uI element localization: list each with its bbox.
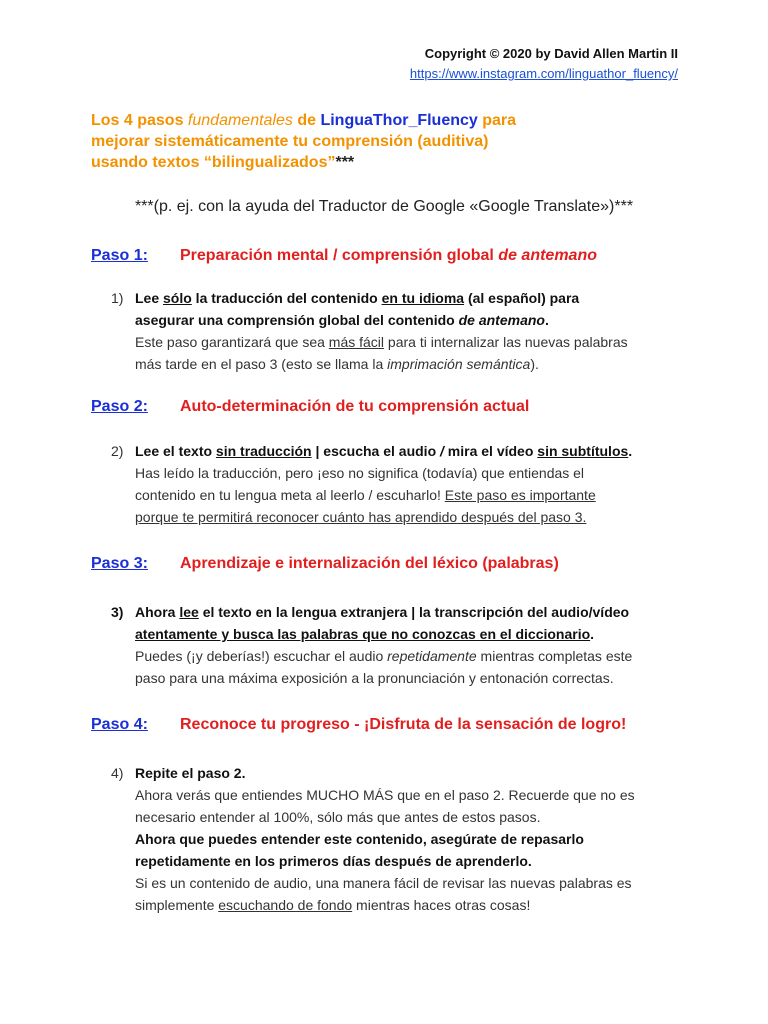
list-number: 2) [111,443,124,459]
title-part: para [477,112,517,129]
text: sólo [163,290,192,306]
step-title [180,247,597,264]
text: sin traducción [215,443,312,459]
list-number: 3) [111,604,124,620]
list-item-body [135,601,681,689]
text: mira el vídeo [443,443,538,459]
text: en tu idioma [381,290,465,306]
title-stars: *** [335,154,355,171]
text: la traducción del contenido [191,290,382,306]
text: paso para una máxima exposición a la pronunciación y entonación correctas. [135,670,614,686]
step-title-text: de antemano [498,247,597,264]
text: ). [530,356,539,372]
text: Ahora [135,604,180,620]
text: lee [179,604,199,620]
text: Ahora que puedes entender este contenido, asegúrate de repasarlo [135,831,584,847]
text: imprimación semántica [387,356,531,372]
list-item-body [135,287,681,375]
text: Repite el paso 2. [135,765,246,781]
title-line-2: mejorar sistemáticamente tu comprensión (auditiva) [91,133,489,150]
text: más tarde en el paso 3 (esto se llama la [135,356,388,372]
text: Lee [135,290,164,306]
text: escuchando de fondo [218,897,353,913]
copyright-line: Copyright © 2020 by David Allen Martin II [424,46,678,61]
title-part: Los 4 pasos [91,112,188,129]
text: (al español) para [464,290,580,306]
text: simplemente [135,897,219,913]
step-label: Paso 3: [91,555,148,572]
list-item-body [135,440,681,528]
text: . [628,443,633,459]
text: necesario entender al 100%, sólo más que antes de estos pasos. [135,809,541,825]
text: Ahora verás que entiendes MUCHO MÁS que en el paso 2. Recuerde que no es [135,787,635,803]
google-translate-note: ***(p. ej. con la ayuda del Traductor de Google «Google Translate»)*** [134,198,634,215]
step-label: Paso 2: [91,398,148,415]
step-label: Paso 1: [91,247,148,264]
title-part: usando textos “bilingualizados” [91,154,336,171]
text: mientras completas este [476,648,633,664]
text: para ti internalizar las nuevas palabras [384,334,628,350]
list-number: 1) [111,290,124,306]
text: atentamente y busca las palabras que no conozcas en el diccionario [135,626,591,642]
step-2-heading [91,397,529,417]
text: . [544,312,549,328]
instagram-link[interactable]: https://www.instagram.com/linguathor_fluency/ [409,66,678,81]
text: Este paso es importante [444,487,596,503]
step-title: Reconoce tu progreso - ¡Disfruta de la sensación de logro! [180,716,627,733]
text: el texto en la lengua extranjera | la transcripción del audio/vídeo [198,604,630,620]
title-part: de [292,112,321,129]
text: repetidamente [387,648,477,664]
text: asegurar una comprensión global del contenido [135,312,459,328]
text: Has leído la traducción, pero ¡eso no significa (todavía) que entiendas el [135,465,585,481]
document-title [91,110,691,173]
step-label: Paso 4: [91,716,148,733]
text: de antemano [458,312,545,328]
step-3-heading [91,554,559,574]
step-title: Aprendizaje e internalización del léxico (palabras) [180,555,559,572]
text: Si es un contenido de audio, una manera fácil de revisar las nuevas palabras es [135,875,632,891]
text: sin subtítulos [537,443,629,459]
text: . [590,626,595,642]
list-item-body [135,762,681,916]
step-title: Auto-determinación de tu comprensión actual [180,398,530,415]
text: más fácil [328,334,385,350]
list-number: 4) [111,765,124,781]
title-brand: LinguaThor_Fluency [320,112,478,129]
text: Este paso garantizará que sea [135,334,329,350]
title-part: fundamentales [187,112,293,129]
text: porque te permitirá reconocer cuánto has aprendido después del paso 3. [135,509,587,525]
text: contenido en tu lengua meta al leerlo / escuharlo! [135,487,445,503]
text: Lee el texto [135,443,216,459]
step-title-text: Preparación mental / comprensión global [180,247,499,264]
text: / [440,443,444,459]
text: repetidamente en los primeros días después de aprenderlo. [135,853,532,869]
text: | escucha el audio [311,443,441,459]
step-4-heading [91,715,626,735]
text: Puedes (¡y deberías!) escuchar el audio [135,648,388,664]
text: mientras haces otras cosas! [352,897,531,913]
step-1-heading [91,246,597,266]
